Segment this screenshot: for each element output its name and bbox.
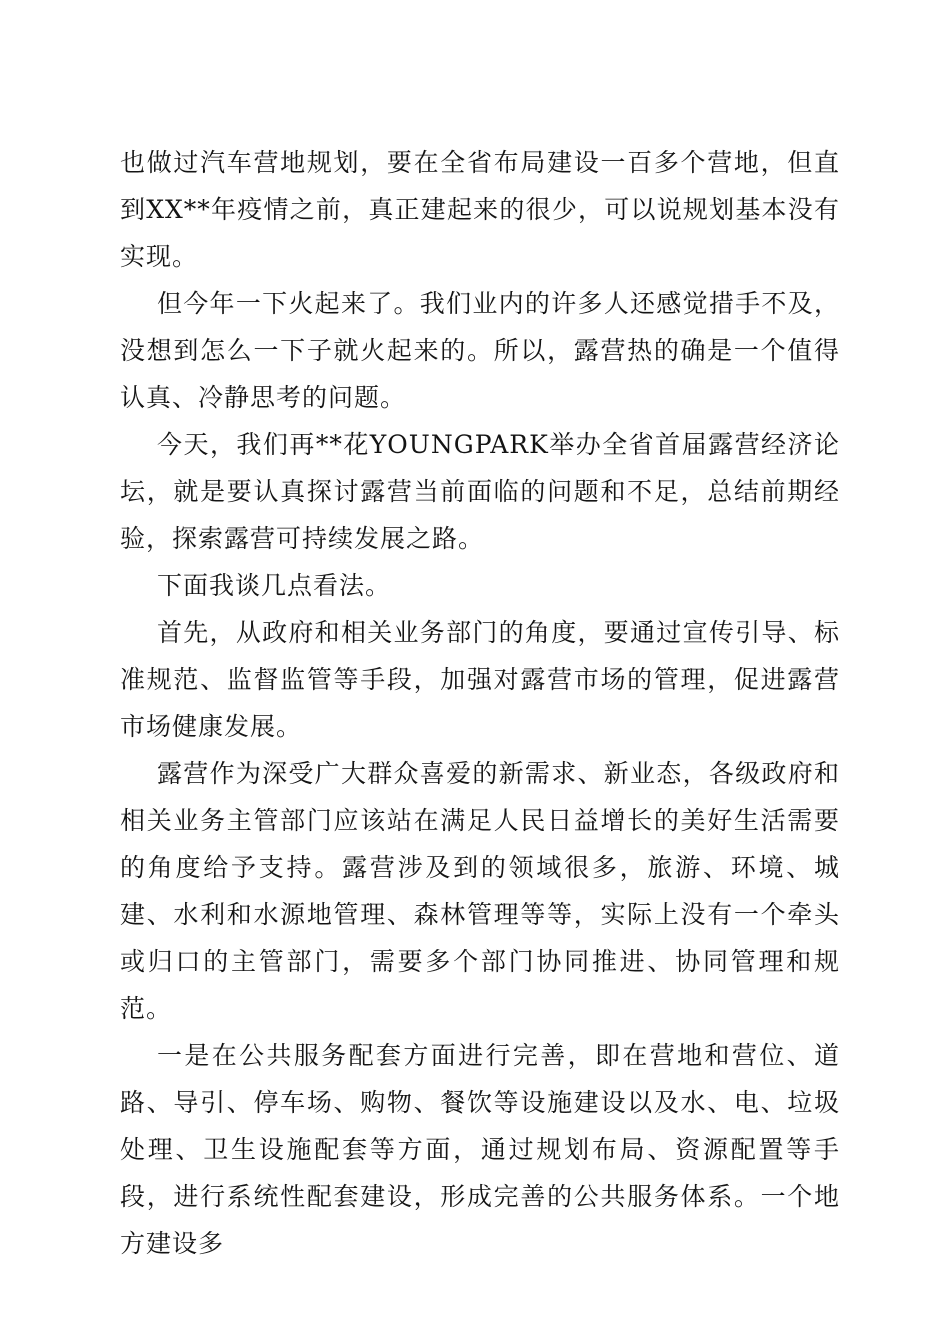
paragraph-1: 也做过汽车营地规划，要在全省布局建设一百多个营地，但直到XX**年疫情之前，真正建起来的很少，可以说规划基本没有实现。 [120,148,840,271]
paragraph-2: 但今年一下火起来了。我们业内的许多人还感觉措手不及，没想到怎么一下子就火起来的。所以，露营热的确是一个值得认真、冷静思考的问题。 [120,289,840,412]
paragraph-6: 露营作为深受广大群众喜爱的新需求、新业态，各级政府和相关业务主管部门应该站在满足人民日益增长的美好生活需要的角度给予支持。露营涉及到的领域很多，旅游、环境、城建、水利和水源地管理、森林管理等等，实际上没有一个牵头或归口的主管部门，需要多个部门协同推进、协同管理和规范。 [120,759,840,1023]
paragraph-3: 今天，我们再**花YOUNGPARK举办全省首届露营经济论坛，就是要认真探讨露营当前面临的问题和不足，总结前期经验，探索露营可持续发展之路。 [120,430,840,553]
paragraph-5: 首先，从政府和相关业务部门的角度，要通过宣传引导、标准规范、监督监管等手段，加强对露营市场的管理，促进露营市场健康发展。 [120,618,840,741]
document-body [120,139,840,1267]
paragraph-7: 一是在公共服务配套方面进行完善，即在营地和营位、道路、导引、停车场、购物、餐饮等设施建设以及水、电、垃圾处理、卫生设施配套等方面，通过规划布局、资源配置等手段，进行系统性配套建设，形成完善的公共服务体系。一个地方建设多 [120,1041,840,1258]
paragraph-4: 下面我谈几点看法。 [157,571,392,600]
